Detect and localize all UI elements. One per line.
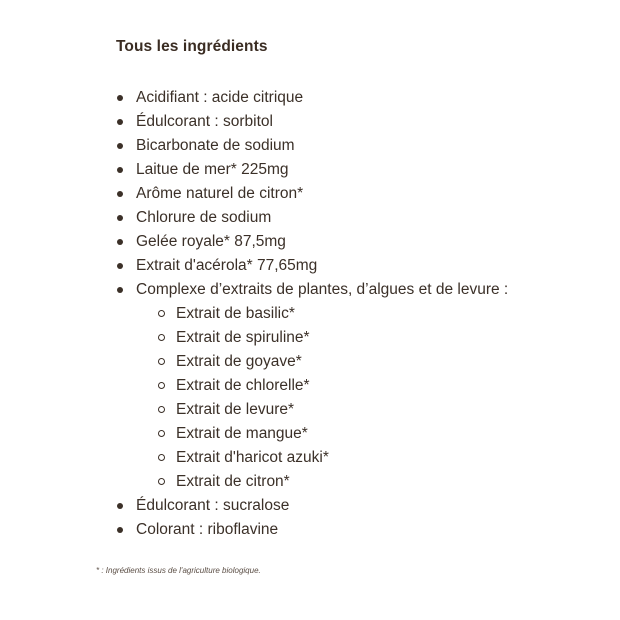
sub-ingredient-text: Extrait de chlorelle* bbox=[176, 377, 310, 394]
circle-bullet-icon bbox=[158, 454, 165, 461]
list-item bbox=[136, 134, 596, 158]
ingredient-text: Extrait d'acérola* 77,65mg bbox=[136, 257, 318, 274]
sub-list-item bbox=[176, 302, 596, 326]
list-item bbox=[136, 86, 596, 110]
sub-list-item bbox=[176, 374, 596, 398]
ingredient-text: Édulcorant : sucralose bbox=[136, 497, 290, 514]
ingredient-text: Laitue de mer* 225mg bbox=[136, 161, 289, 178]
sub-list-item bbox=[176, 326, 596, 350]
list-item bbox=[136, 110, 596, 134]
sub-list-item bbox=[176, 470, 596, 494]
ingredient-text: Acidifiant : acide citrique bbox=[136, 89, 304, 106]
bullet-icon bbox=[117, 95, 123, 101]
ingredient-text: Colorant : riboflavine bbox=[136, 521, 279, 538]
bullet-icon bbox=[117, 191, 123, 197]
sub-ingredient-text: Extrait d'haricot azuki* bbox=[176, 449, 329, 466]
bullet-icon bbox=[117, 287, 123, 293]
section-title: Tous les ingrédients bbox=[116, 38, 268, 55]
list-item bbox=[136, 158, 596, 182]
circle-bullet-icon bbox=[158, 430, 165, 437]
sub-list-item bbox=[176, 398, 596, 422]
ingredient-text: Bicarbonate de sodium bbox=[136, 137, 295, 154]
sub-list-item bbox=[176, 446, 596, 470]
list-item bbox=[136, 206, 596, 230]
circle-bullet-icon bbox=[158, 478, 165, 485]
list-item-complex bbox=[136, 278, 596, 494]
complex-sublist bbox=[176, 302, 596, 494]
sub-ingredient-text: Extrait de basilic* bbox=[176, 305, 295, 322]
circle-bullet-icon bbox=[158, 382, 165, 389]
footnote: * : Ingrédients issus de l'agriculture biologique. bbox=[96, 566, 261, 575]
sub-list-item bbox=[176, 350, 596, 374]
bullet-icon bbox=[117, 119, 123, 125]
bullet-icon bbox=[117, 167, 123, 173]
sub-ingredient-text: Extrait de levure* bbox=[176, 401, 295, 418]
complex-label: Complexe d’extraits de plantes, d’algues et de levure : bbox=[136, 281, 509, 298]
ingredient-text: Chlorure de sodium bbox=[136, 209, 272, 226]
circle-bullet-icon bbox=[158, 358, 165, 365]
list-item bbox=[136, 254, 596, 278]
sub-ingredient-text: Extrait de spiruline* bbox=[176, 329, 310, 346]
circle-bullet-icon bbox=[158, 334, 165, 341]
bullet-icon bbox=[117, 527, 123, 533]
bullet-icon bbox=[117, 263, 123, 269]
list-item bbox=[136, 182, 596, 206]
ingredient-text: Édulcorant : sorbitol bbox=[136, 113, 273, 130]
ingredient-text: Gelée royale* 87,5mg bbox=[136, 233, 286, 250]
ingredient-list bbox=[136, 86, 596, 542]
bullet-icon bbox=[117, 239, 123, 245]
circle-bullet-icon bbox=[158, 310, 165, 317]
sub-ingredient-text: Extrait de citron* bbox=[176, 473, 290, 490]
bullet-icon bbox=[117, 503, 123, 509]
list-item bbox=[136, 518, 596, 542]
list-item bbox=[136, 494, 596, 518]
bullet-icon bbox=[117, 143, 123, 149]
sub-list-item bbox=[176, 422, 596, 446]
sub-ingredient-text: Extrait de goyave* bbox=[176, 353, 302, 370]
sub-ingredient-text: Extrait de mangue* bbox=[176, 425, 308, 442]
circle-bullet-icon bbox=[158, 406, 165, 413]
bullet-icon bbox=[117, 215, 123, 221]
list-item bbox=[136, 230, 596, 254]
ingredient-text: Arôme naturel de citron* bbox=[136, 185, 304, 202]
